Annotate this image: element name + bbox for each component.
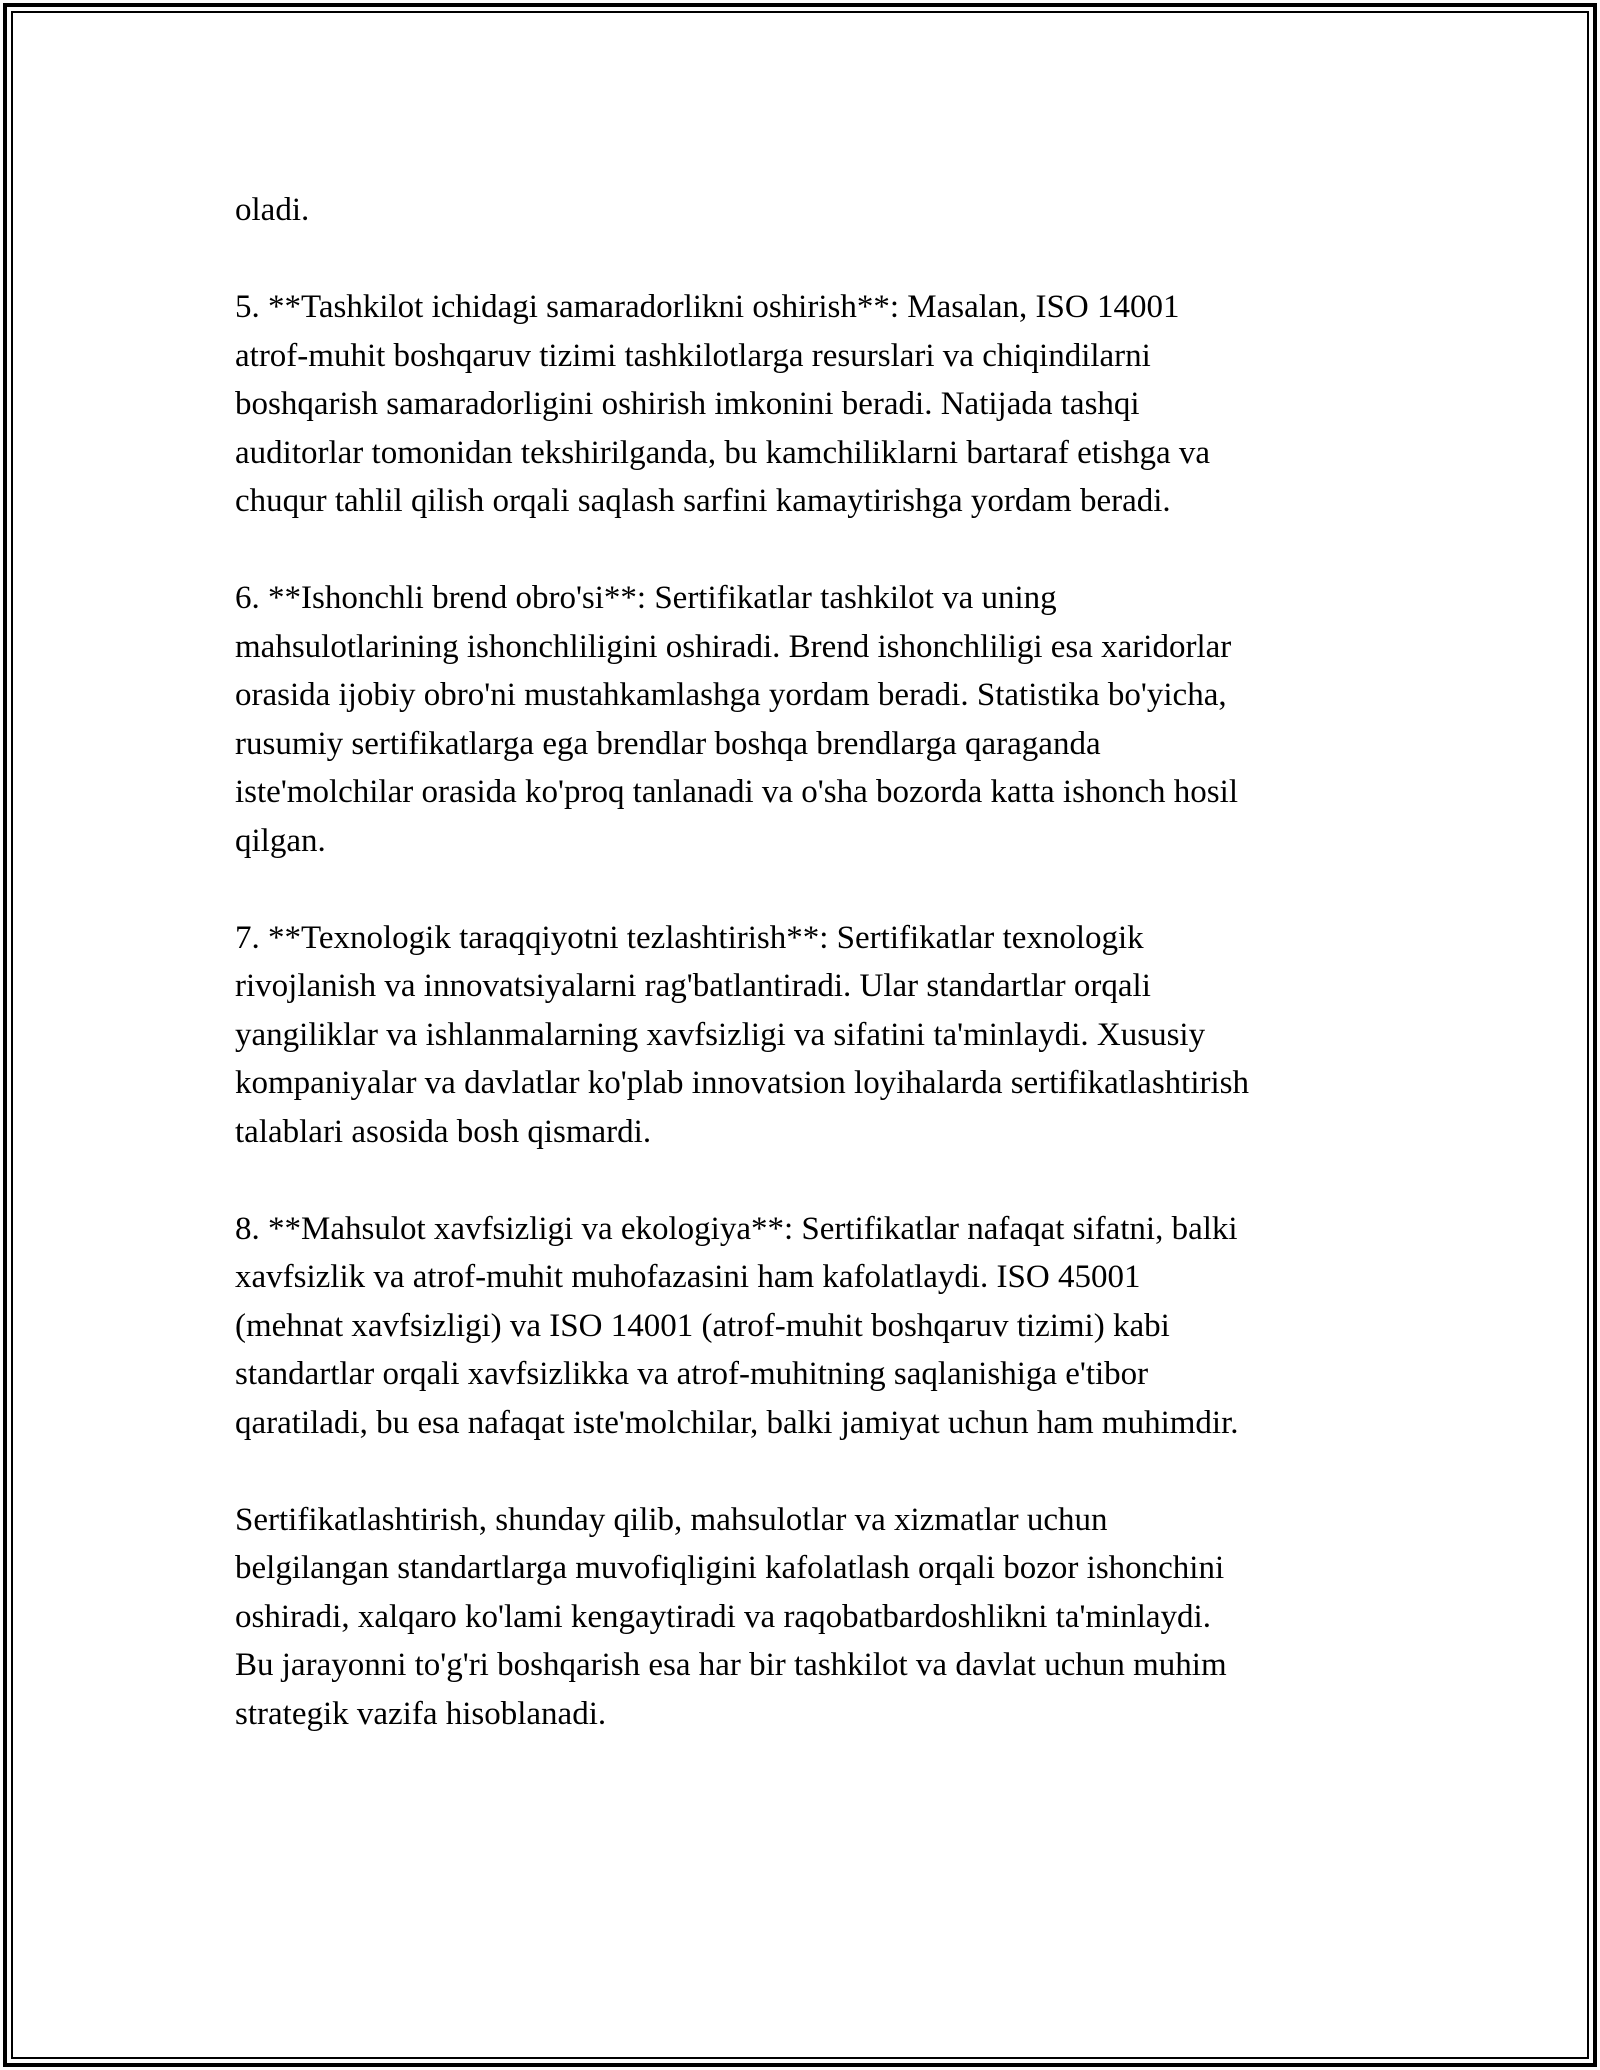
paragraph-conclusion: Sertifikatlashtirish, shunday qilib, mahsulotlar va xizmatlar uchun belgilangan standartlarga muvofiqligini kafolatlash orqali bozor ishonchini oshiradi, xalqaro ko'lami kengaytiradi va raqobatbardoshlikni ta'minlaydi. Bu jarayonni to'g'ri boshqarish esa har bir tashkilot va davlat uchun muhim strategik vazifa hisoblanadi.	[235, 1501, 1227, 1732]
paragraph-item-6: 6. **Ishonchli brend obro'si**: Sertifikatlar tashkilot va uning mahsulotlarining ishonchliligini oshiradi. Brend ishonchliligi esa xaridorlar orasida ijobiy obro'ni mustahkamlashga yordam beradi. Statistika bo'yicha, rusumiy sertifikatlarga ega brendlar boshqa brendlarga qaraganda iste'molchilar orasida ko'proq tanlanadi va o'sha bozorda katta ishonch hosil qilgan.	[235, 580, 1238, 859]
document-body	[235, 186, 1375, 1738]
paragraph-continuation: oladi.	[235, 192, 310, 228]
paragraph-item-8: 8. **Mahsulot xavfsizligi va ekologiya**: Sertifikatlar nafaqat sifatni, balki xavfsizlik va atrof-muhit muhofazasini ham kafolatlaydi. ISO 45001 (mehnat xavfsizligi) va ISO 14001 (atrof-muhit boshqaruv tizimi) kabi standartlar orqali xavfsizlikka va atrof-muhitning saqlanishiga e'tibor qaratiladi, bu esa nafaqat iste'molchilar, balki jamiyat uchun ham muhimdir.	[235, 1210, 1239, 1441]
paragraph-item-7: 7. **Texnologik taraqqiyotni tezlashtirish**: Sertifikatlar texnologik rivojlanish va innovatsiyalarni rag'batlantiradi. Ular standartlar orqali yangiliklar va ishlanmalarning xavfsizligi va sifatini ta'minlaydi. Xususiy kompaniyalar va davlatlar ko'plab innovatsion loyihalarda sertifikatlashtirish talablari asosida bosh qismardi.	[235, 919, 1249, 1150]
paragraph-item-5: 5. **Tashkilot ichidagi samaradorlikni oshirish**: Masalan, ISO 14001 atrof-muhit boshqaruv tizimi tashkilotlarga resurslari va chiqindilarni boshqarish samaradorligini oshirish imkonini beradi. Natijada tashqi auditorlar tomonidan tekshirilganda, bu kamchiliklarni bartaraf etishga va chuqur tahlil qilish orqali saqlash sarfini kamaytirishga yordam beradi.	[235, 289, 1211, 519]
